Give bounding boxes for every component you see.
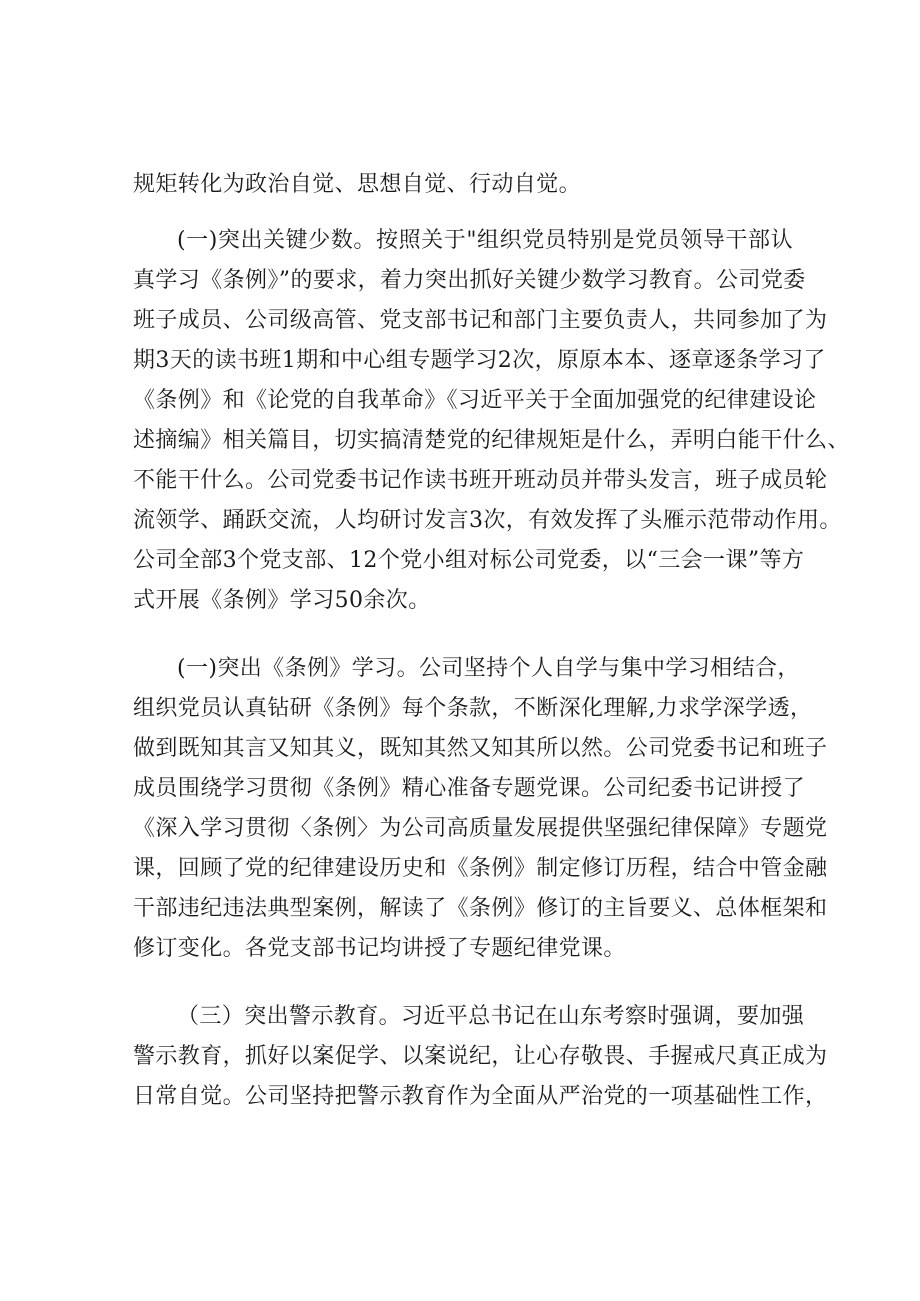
text-line: 《深入学习贯彻〈条例〉为公司高质量发展提供坚强纪律保障》专题党 — [133, 816, 828, 841]
text-line: 不能干什么。公司党委书记作读书班开班动员并带头发言，班子成员轮 — [133, 468, 828, 493]
text-line: 警示教育，抓好以案促学、以案说纪，让心存敬畏、手握戒尺真正成为 — [133, 1044, 828, 1069]
paragraph-heading-line: (一)突出《条例》学习。公司坚持个人自学与集中学习相结合， — [177, 656, 800, 681]
text-line: 日常自觉。公司坚持把警示教育作为全面从严治党的一项基础性工作， — [133, 1084, 828, 1109]
text-line: 述摘编》相关篇目，切实搞清楚党的纪律规矩是什么，弄明白能干什么、 — [133, 428, 850, 453]
text-line: 做到既知其言又知其义，既知其然又知其所以然。公司党委书记和班子 — [133, 736, 828, 761]
text-line: 式开展《条例》学习50余次。 — [133, 588, 431, 613]
text-line: 流领学、踊跃交流，人均研讨发言3次，有效发挥了头雁示范带动作用。 — [133, 508, 842, 533]
text-line: 公司全部3个党支部、12个党小组对标公司党委，以“三会一课”等方 — [133, 548, 805, 573]
text-line: 班子成员、公司级高管、党支部书记和部门主要负责人，共同参加了为 — [133, 308, 828, 333]
text-line: 成员围绕学习贯彻《条例》精心准备专题党课。公司纪委书记讲授了 — [133, 776, 806, 801]
text-line: 真学习《条例》”的要求，着力突出抓好关键少数学习教育。公司党委 — [133, 268, 806, 293]
text-line: 修订变化。各党支部书记均讲授了专题纪律党课。 — [133, 936, 626, 961]
text-line: 组织党员认真钻研《条例》每个条款，不断深化理解,力求学深学透， — [133, 696, 813, 721]
text-line: 课，回顾了党的纪律建设历史和《条例》制定修订历程，结合中管金融 — [133, 856, 828, 881]
text-line: 《条例》和《论党的自我革命》《习近平关于全面加强党的纪律建设论 — [133, 388, 817, 413]
text-line: 规矩转化为政治自觉、思想自觉、行动自觉。 — [133, 172, 582, 197]
text-line: 干部违纪违法典型案例，解读了《条例》修订的主旨要义、总体框架和 — [133, 896, 828, 921]
paragraph-heading-line: （三）突出警示教育。习近平总书记在山东考察时强调，要加强 — [177, 1004, 805, 1029]
text-line: 期3天的读书班1期和中心组专题学习2次，原原本本、逐章逐条学习了 — [133, 348, 826, 373]
paragraph-heading-line: (一)突出关键少数。按照关于"组织党员特别是党员领导干部认 — [177, 228, 793, 253]
